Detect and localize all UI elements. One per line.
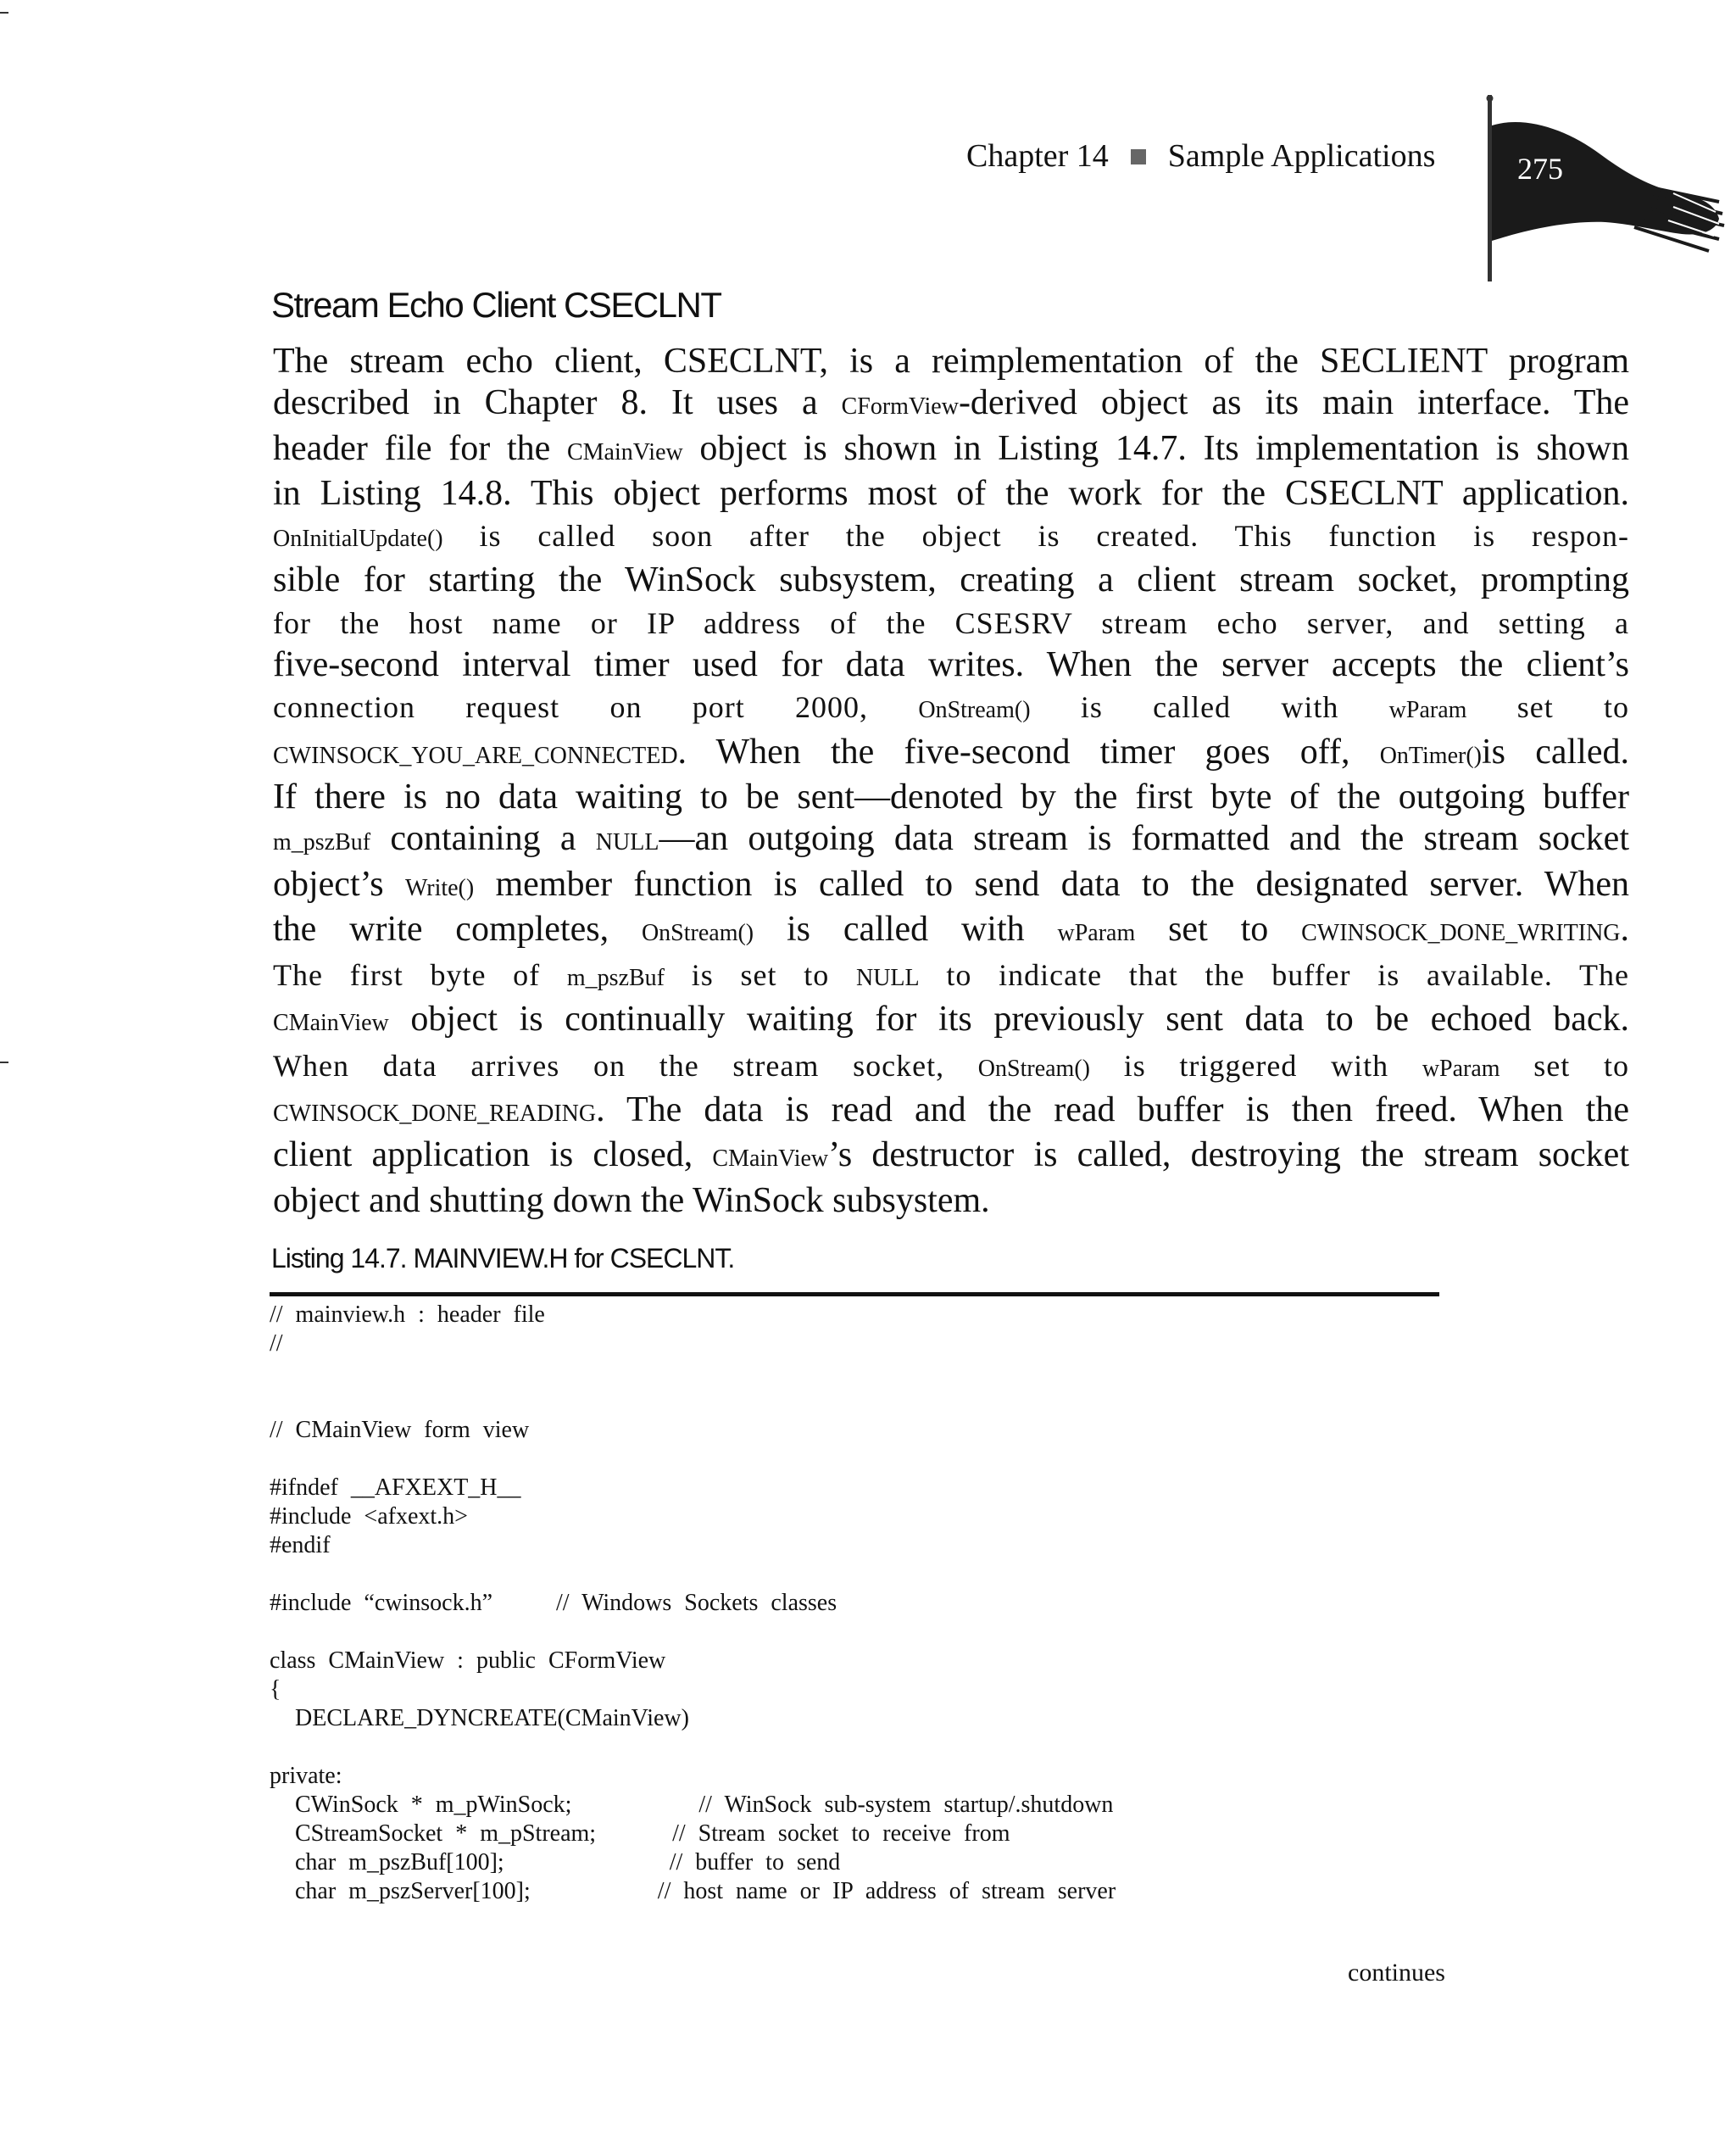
inline-code: NULL [595,829,659,856]
text-run: to indicate that the buffer is available. The [919,958,1629,993]
inline-code: NULL [855,965,920,992]
inline-code: OnTimer() [1379,742,1482,769]
inline-code: OnStream() [641,919,754,946]
inline-code: CWINSOCK_DONE_READING [273,1101,597,1128]
text-run: . The data is read and the read buffer is then freed. When the [596,1090,1629,1130]
code-line: #ifndef __AFXEXT_H__ [270,1474,521,1501]
text-run: object’s [273,864,405,904]
paragraph-line [273,602,1629,644]
text-run: is called with [754,909,1058,949]
chapter-label: Chapter 14 [966,138,1109,174]
inline-code: CMainView [566,438,683,465]
paragraph-line [273,515,1629,560]
inline-code: OnInitialUpdate() [273,526,443,553]
text-run: is called soon after the object is created. This function is respon- [442,519,1629,554]
code-line [270,1733,1116,1762]
listing-rule [270,1292,1439,1296]
code-line [270,1387,1116,1416]
paragraph-line [273,1090,1629,1134]
paragraph-line [273,428,1629,473]
text-run: described in Chapter 8. It uses a [273,383,842,423]
page-number: 275 [1517,152,1563,186]
text-run: is set to [665,958,856,993]
text-run: five-second interval timer used for data writes. When the server accepts the client’s [273,645,1629,685]
code-line: private: [270,1763,342,1789]
code-line [270,1358,1116,1387]
paragraph-line [273,818,1629,863]
paragraph-line [273,686,1629,731]
paragraph-line [273,909,1629,954]
text-run: . When the five-second timer goes off, [677,732,1380,772]
text-run: in Listing 14.8. This object performs most of the work for the CSECLNT application. [273,473,1629,513]
edge-mark [0,1062,8,1063]
text-run: is triggered with [1089,1048,1422,1083]
paragraph-line [273,341,1629,382]
text-run: for the host name or IP address of the CSESRV stream echo server, and setting a [273,605,1629,640]
text-run: . [1620,909,1629,949]
inline-code: CWINSOCK_YOU_ARE_CONNECTED [273,742,678,769]
paragraph-line [273,473,1629,515]
code-line: #endif [270,1532,331,1558]
inline-code: m_pszBuf [273,829,371,856]
text-run: object is shown in Listing 14.7. Its implementation is shown [682,428,1629,468]
paragraph-line [273,954,1629,999]
paragraph-line [273,732,1629,777]
paragraph-line [273,1180,1629,1222]
text-run: connection request on port 2000, [273,690,919,725]
code-line: { [270,1676,281,1703]
text-run: object is continually waiting for its previously sent data to be echoed back. [388,1000,1629,1039]
text-run: is called. [1482,732,1629,772]
inline-code: Write() [404,874,475,901]
inline-code: CMainView [712,1145,829,1173]
listing-caption: Listing 14.7. MAINVIEW.H for CSECLNT. [271,1243,735,1273]
text-run: set to [1135,909,1302,949]
code-line: #include “cwinsock.h” // Windows Sockets classes [270,1590,837,1616]
section-title: Stream Echo Client CSECLNT [271,285,721,325]
text-run: is called with [1030,690,1389,725]
text-run: -derived object as its main interface. The [958,383,1629,423]
code-line: // mainview.h : header file [270,1301,545,1328]
text-run: —an outgoing data stream is formatted and the stream socket [659,819,1629,859]
text-run: set to [1466,690,1629,725]
inline-code: wParam [1388,697,1467,724]
inline-code: wParam [1057,919,1136,946]
inline-code: CMainView [273,1010,389,1037]
text-run: set to [1500,1048,1629,1083]
code-line: CWinSock * m_pWinSock; // WinSock sub-system startup/.shutdown [270,1792,1114,1818]
paragraph-line [273,382,1629,427]
code-line: char m_pszBuf[100]; // buffer to send [270,1849,841,1875]
text-run: sible for starting the WinSock subsystem, creating a client stream socket, prompting [273,560,1629,600]
code-line: #include <afxext.h> [270,1503,468,1530]
continues-label: continues [1348,1959,1445,1987]
paragraph-line [273,644,1629,686]
text-run: ’s destructor is called, destroying the stream socket [828,1135,1629,1175]
paragraph-line [273,1045,1629,1090]
inline-code: CFormView [841,393,959,421]
code-line [270,1445,1116,1474]
paragraph-line [273,864,1629,909]
code-line: CStreamSocket * m_pStream; // Stream socket to receive from [270,1820,1010,1847]
code-line [270,1618,1116,1647]
code-listing [270,1301,1116,1906]
inline-code: OnStream() [918,697,1031,724]
text-run: The first byte of [273,958,567,993]
code-line: // [270,1330,283,1357]
inline-code: CWINSOCK_DONE_WRITING [1301,919,1621,946]
text-run: If there is no data waiting to be sent—denoted by the first byte of the outgoing buffer [273,777,1629,816]
running-header [966,137,1435,175]
code-line: DECLARE_DYNCREATE(CMainView) [270,1705,689,1731]
code-line: class CMainView : public CFormView [270,1647,666,1674]
paragraph-line [273,999,1629,1044]
pennant-flag-icon [1465,95,1728,290]
text-run: client application is closed, [273,1135,713,1175]
code-line: char m_pszServer[100]; // host name or IP address of stream server [270,1878,1116,1904]
edge-mark [0,12,8,14]
code-line [270,1560,1116,1589]
inline-code: m_pszBuf [566,965,665,992]
text-run: containing a [370,819,596,859]
paragraph-line [273,560,1629,601]
code-line: // CMainView form view [270,1417,530,1443]
text-run: The stream echo client, CSECLNT, is a reimplementation of the SECLIENT program [273,342,1629,381]
body-paragraph [273,341,1629,1222]
paragraph-line [273,777,1629,818]
text-run: the write completes, [273,909,642,949]
paragraph-line [273,1134,1629,1179]
separator-square-icon [1131,149,1146,164]
text-run: When data arrives on the stream socket, [273,1048,978,1083]
inline-code: wParam [1422,1055,1500,1082]
text-run: object and shutting down the WinSock subsystem. [273,1180,990,1220]
chapter-title: Sample Applications [1167,138,1436,174]
text-run: header file for the [273,428,567,468]
text-run: member function is called to send data to the designated server. When [474,864,1629,904]
inline-code: OnStream() [977,1055,1090,1082]
